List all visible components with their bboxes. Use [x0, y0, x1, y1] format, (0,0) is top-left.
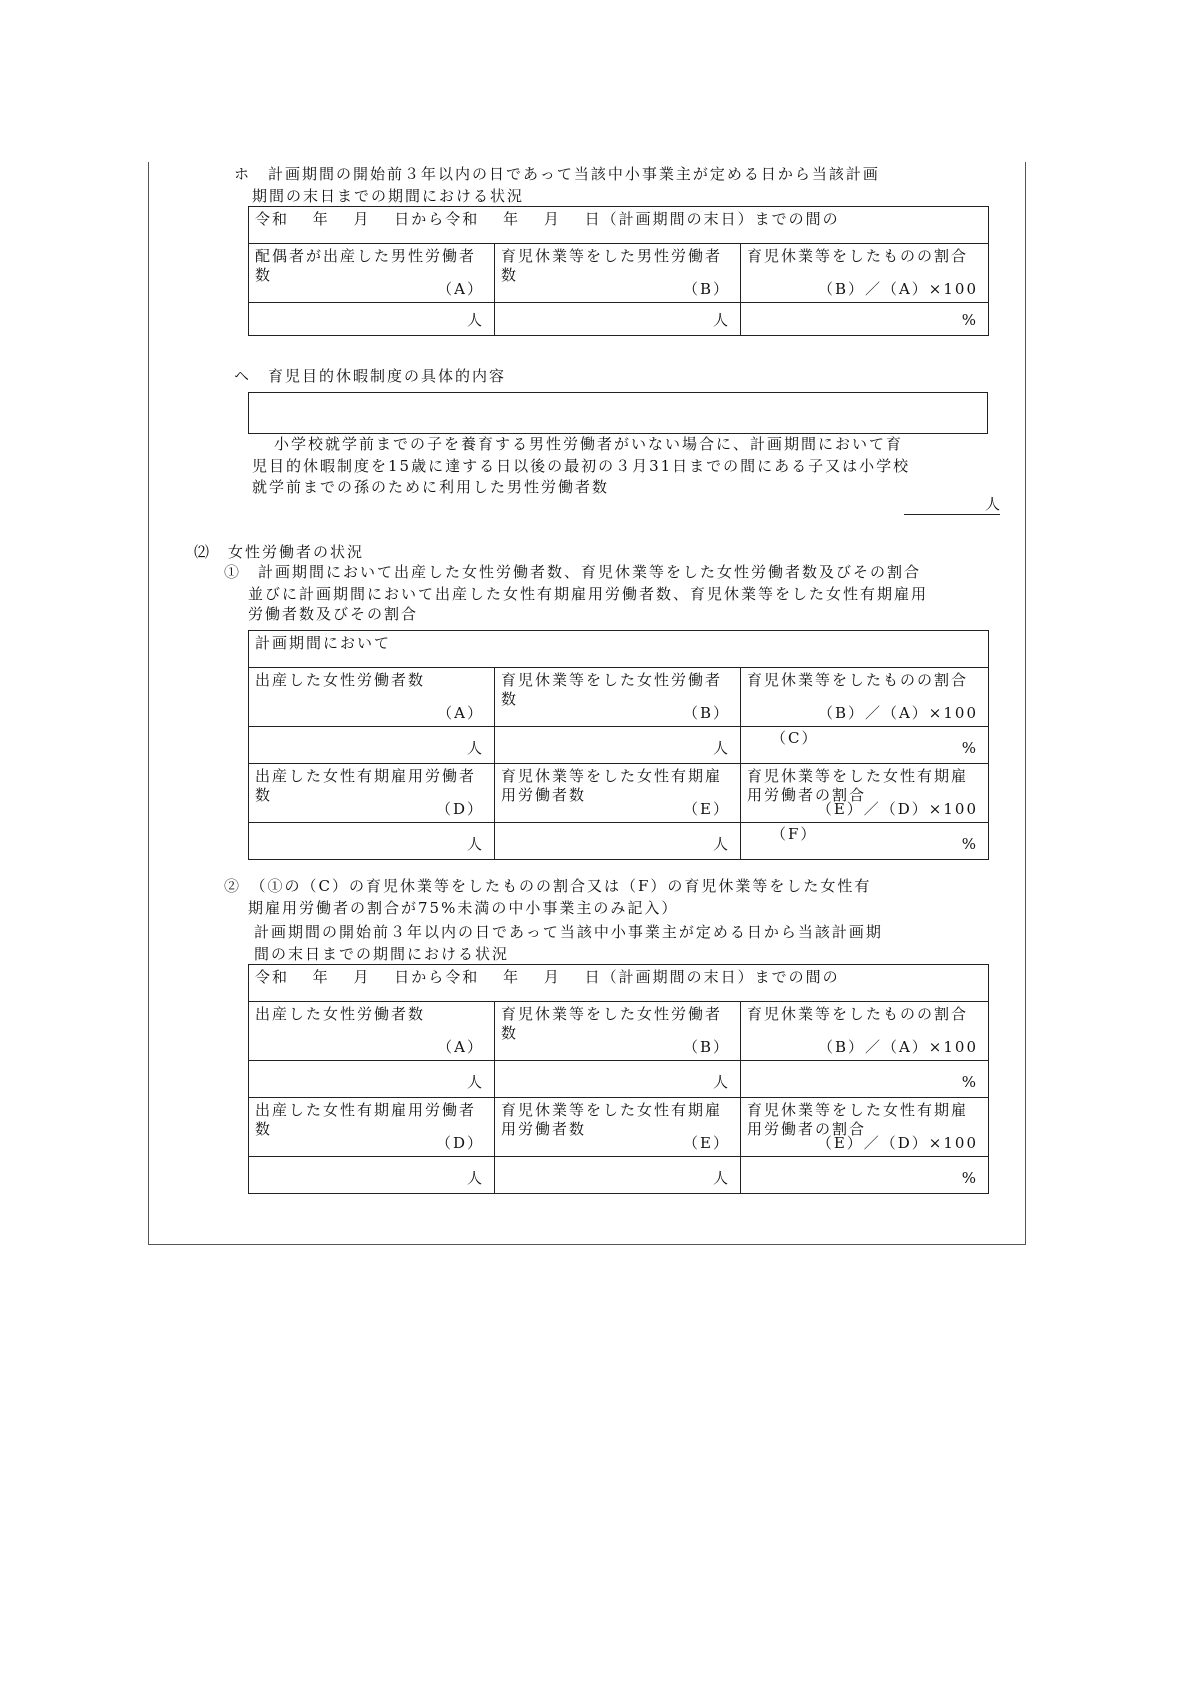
table-2-1-input-f[interactable]: （F） %	[741, 823, 989, 860]
section-ho-title-line2: 期間の末日までの期間における状況	[252, 187, 525, 205]
table-ho-header-b: 育児休業等をした男性労働者数 （B）	[495, 244, 741, 303]
table-2-2-input-e[interactable]: 人	[495, 1157, 741, 1194]
table-ho-input-a[interactable]: 人	[249, 303, 495, 336]
section-2-item1-line2: 並びに計画期間において出産した女性有期雇用労働者数、育児休業等をした女性有期雇用	[248, 585, 929, 603]
section-he-note-line2: 児目的休暇制度を15歳に達する日以後の最初の３月31日までの間にある子又は小学校	[252, 457, 911, 475]
section-he-note-line3: 就学前までの孫のために利用した男性労働者数	[252, 478, 610, 496]
table-2-2-header-c: 育児休業等をしたものの割合 （B）／（A）×100	[741, 1002, 989, 1061]
table-2-2-input-d[interactable]: 人	[249, 1157, 495, 1194]
table-2-1-header-d: 出産した女性有期雇用労働者数 （D）	[249, 764, 495, 823]
table-2-1	[248, 630, 989, 860]
table-2-2-input-c[interactable]: %	[741, 1061, 989, 1098]
table-2-1-header-a: 出産した女性労働者数 （A）	[249, 668, 495, 727]
table-2-2-input-f[interactable]: %	[741, 1157, 989, 1194]
section-2-title: ⑵ 女性労働者の状況	[194, 543, 365, 561]
table-2-1-input-c[interactable]: （C） %	[741, 727, 989, 764]
section-ho-title-line1: ホ 計画期間の開始前３年以内の日であって当該中小事業主が定める日から当該計画	[234, 165, 880, 183]
section-2-item2-line4: 間の末日までの期間における状況	[254, 945, 510, 963]
table-2-1-header-f: 育児休業等をした女性有期雇用労働者の割合 （E）／（D）×100	[741, 764, 989, 823]
table-2-1-input-b[interactable]: 人	[495, 727, 741, 764]
section-he-note-line1: 小学校就学前までの子を養育する男性労働者がいない場合に、計画期間において育	[274, 435, 904, 453]
table-2-2-header-b: 育児休業等をした女性労働者数 （B）	[495, 1002, 741, 1061]
table-ho-input-b[interactable]: 人	[495, 303, 741, 336]
table-2-2-header-e: 育児休業等をした女性有期雇用労働者数 （E）	[495, 1098, 741, 1157]
table-2-2-input-a[interactable]: 人	[249, 1061, 495, 1098]
table-ho-header-a: 配偶者が出産した男性労働者数 （A）	[249, 244, 495, 303]
table-ho-period: 令和 年 月 日から令和 年 月 日（計画期間の末日）までの間の	[249, 207, 989, 244]
table-ho	[248, 206, 989, 336]
section-he-count-field[interactable]: 人	[904, 494, 1000, 515]
table-ho-input-c[interactable]: %	[741, 303, 989, 336]
table-2-1-input-d[interactable]: 人	[249, 823, 495, 860]
table-2-1-period: 計画期間において	[249, 631, 989, 668]
table-2-2-period: 令和 年 月 日から令和 年 月 日（計画期間の末日）までの間の	[249, 965, 989, 1002]
table-2-2-header-f: 育児休業等をした女性有期雇用労働者の割合 （E）／（D）×100	[741, 1098, 989, 1157]
table-2-1-input-a[interactable]: 人	[249, 727, 495, 764]
section-he-title: ヘ 育児目的休暇制度の具体的内容	[234, 367, 507, 385]
section-he-input-box[interactable]	[248, 392, 988, 434]
table-2-1-header-c: 育児休業等をしたものの割合 （B）／（A）×100	[741, 668, 989, 727]
section-2-item2-line1: ② （①の（C）の育児休業等をしたものの割合又は（F）の育児休業等をした女性有	[224, 877, 872, 895]
table-2-1-header-e: 育児休業等をした女性有期雇用労働者数 （E）	[495, 764, 741, 823]
table-ho-header-c: 育児休業等をしたものの割合 （B）／（A）×100	[741, 244, 989, 303]
table-2-2-input-b[interactable]: 人	[495, 1061, 741, 1098]
table-2-2	[248, 964, 989, 1194]
section-2-item1-line1: ① 計画期間において出産した女性労働者数、育児休業等をした女性労働者数及びその割合	[224, 563, 922, 581]
section-2-item2-line2: 期雇用労働者の割合が75%未満の中小事業主のみ記入）	[248, 899, 679, 917]
section-2-item2-line3: 計画期間の開始前３年以内の日であって当該中小事業主が定める日から当該計画期	[254, 923, 883, 941]
section-2-item1-line3: 労働者数及びその割合	[248, 605, 419, 623]
table-2-2-header-d: 出産した女性有期雇用労働者数 （D）	[249, 1098, 495, 1157]
table-2-1-input-e[interactable]: 人	[495, 823, 741, 860]
table-2-1-header-b: 育児休業等をした女性労働者数 （B）	[495, 668, 741, 727]
table-2-2-header-a: 出産した女性労働者数 （A）	[249, 1002, 495, 1061]
